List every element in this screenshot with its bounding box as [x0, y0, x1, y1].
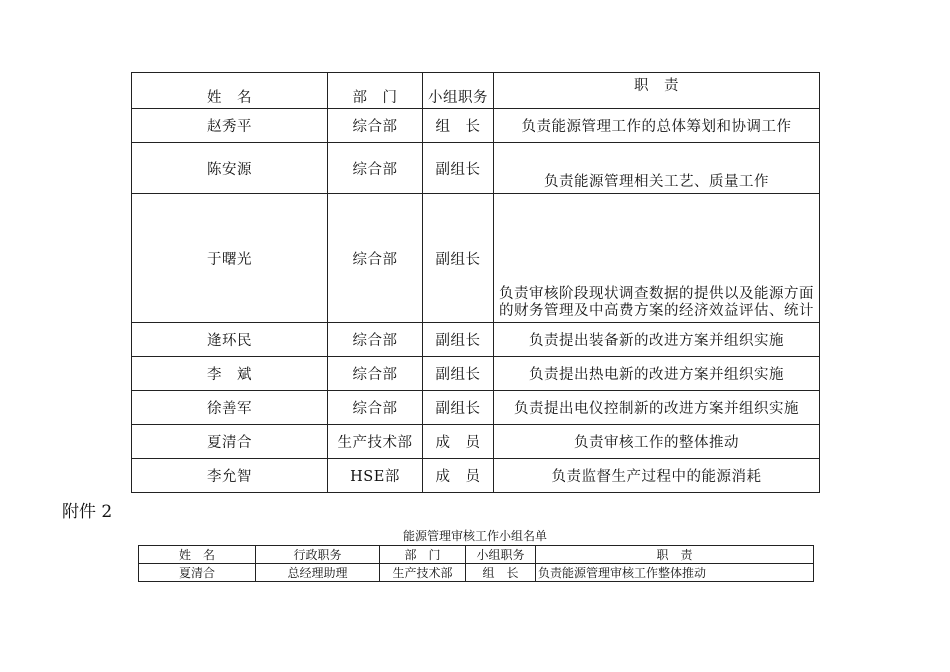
table-row	[139, 564, 814, 582]
table-row	[132, 143, 820, 194]
cell-dept: 综合部	[328, 143, 423, 194]
cell-dept: HSE部	[328, 459, 423, 493]
cell-name: 李 斌	[132, 357, 328, 391]
table-header-row	[132, 73, 820, 109]
cell-dept: 综合部	[328, 357, 423, 391]
cell-role: 副组长	[423, 357, 494, 391]
cell-role: 副组长	[423, 323, 494, 357]
cell-duty: 负责提出装备新的改进方案并组织实施	[494, 323, 820, 357]
table-caption: 能源管理审核工作小组名单	[402, 529, 547, 543]
cell-role: 副组长	[423, 143, 494, 194]
cell-role: 成 员	[423, 425, 494, 459]
cell-name: 徐善军	[132, 391, 328, 425]
header-dept: 部 门	[328, 73, 423, 109]
table-row	[132, 194, 820, 323]
cell-name: 夏清合	[139, 564, 256, 582]
header-dept: 部 门	[380, 546, 466, 564]
table-row	[132, 425, 820, 459]
table-row	[132, 357, 820, 391]
table-row	[132, 109, 820, 143]
audit-team-table	[138, 545, 814, 582]
cell-admin-role: 总经理助理	[256, 564, 380, 582]
cell-duty: 负责审核阶段现状调查数据的提供以及能源方面的财务管理及中高费方案的经济效益评估、统计	[494, 194, 820, 323]
cell-dept: 生产技术部	[328, 425, 423, 459]
header-duty: 职 责	[536, 546, 814, 564]
header-admin-role: 行政职务	[256, 546, 380, 564]
attachment-label: 附件 2	[62, 502, 113, 522]
cell-role: 组 长	[466, 564, 536, 582]
cell-duty: 负责能源管理工作的总体筹划和协调工作	[494, 109, 820, 143]
table-header-row	[139, 546, 814, 564]
cell-name: 李允智	[132, 459, 328, 493]
header-name: 姓 名	[139, 546, 256, 564]
header-name: 姓 名	[132, 73, 328, 109]
cell-duty: 负责提出电仪控制新的改进方案并组织实施	[494, 391, 820, 425]
header-role: 小组职务	[423, 73, 494, 109]
table-row	[132, 323, 820, 357]
cell-duty: 负责提出热电新的改进方案并组织实施	[494, 357, 820, 391]
cell-name: 于曙光	[132, 194, 328, 323]
cell-duty: 负责能源管理相关工艺、质量工作	[494, 143, 820, 194]
cell-dept: 综合部	[328, 194, 423, 323]
cell-duty: 负责审核工作的整体推动	[494, 425, 820, 459]
cell-role: 成 员	[423, 459, 494, 493]
cell-dept: 综合部	[328, 391, 423, 425]
cell-dept: 综合部	[328, 323, 423, 357]
cell-name: 逄环民	[132, 323, 328, 357]
cell-name: 赵秀平	[132, 109, 328, 143]
table-row	[132, 391, 820, 425]
cell-role: 副组长	[423, 391, 494, 425]
cell-role: 副组长	[423, 194, 494, 323]
cell-duty: 负责监督生产过程中的能源消耗	[494, 459, 820, 493]
table-row	[132, 459, 820, 493]
cell-dept: 生产技术部	[380, 564, 466, 582]
header-role: 小组职务	[466, 546, 536, 564]
header-duty: 职 责	[494, 73, 820, 109]
cell-duty: 负责能源管理审核工作整体推动	[536, 564, 814, 582]
cell-role: 组 长	[423, 109, 494, 143]
cell-name: 陈安源	[132, 143, 328, 194]
cell-dept: 综合部	[328, 109, 423, 143]
cell-name: 夏清合	[132, 425, 328, 459]
energy-team-table	[131, 72, 820, 493]
